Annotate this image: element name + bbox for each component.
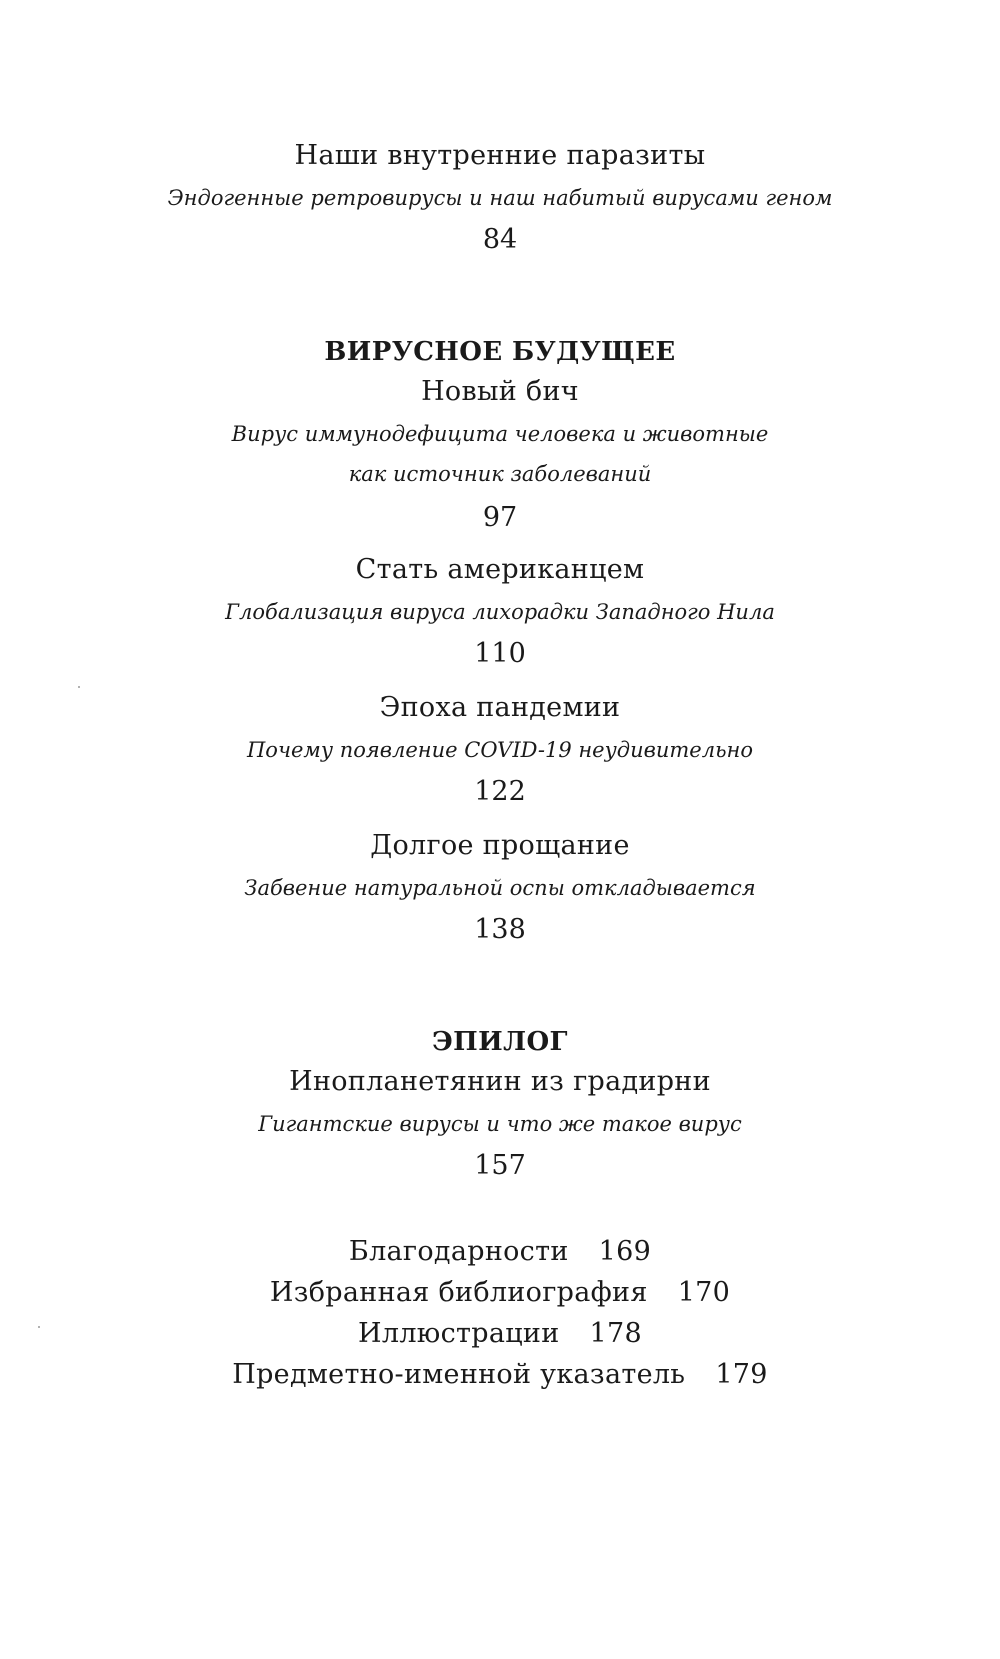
toc-entry-page-number: 122	[474, 776, 526, 807]
toc-entry-page-number: 84	[482, 224, 518, 255]
back-matter-label: Иллюстрации	[358, 1318, 560, 1349]
toc-entry-title: Инопланетянин из градирни	[289, 1066, 711, 1097]
toc-entry-page-number: 97	[482, 502, 518, 533]
back-matter-page-number: 169	[598, 1236, 652, 1267]
back-matter-label: Благодарности	[348, 1236, 569, 1267]
toc-entry-title: Новый бич	[421, 376, 579, 407]
toc-entry-page-number: 110	[474, 638, 526, 669]
back-matter-page-number: 179	[715, 1359, 768, 1390]
back-matter-page-number: 170	[677, 1277, 731, 1308]
scan-speck	[38, 1326, 40, 1328]
toc-entry-subtitle: Гигантские вирусы и что же такое вирус	[258, 1112, 742, 1136]
back-matter-item	[0, 1359, 1000, 1390]
toc-entry-title: Эпоха пандемии	[379, 692, 621, 723]
toc-entry-title: Долгое прощание	[370, 830, 630, 861]
toc-entry-page-number: 138	[474, 914, 526, 945]
toc-entry-subtitle: Забвение натуральной оспы откладывается	[244, 876, 756, 900]
back-matter-label: Предметно-именной указатель	[232, 1359, 686, 1390]
toc-entry-subtitle: как источник заболеваний	[348, 462, 652, 486]
back-matter-item	[0, 1318, 1000, 1349]
back-matter-item	[0, 1236, 1000, 1267]
toc-entry-subtitle: Глобализация вируса лихорадки Западного Нила	[225, 600, 775, 624]
scan-speck	[78, 686, 80, 688]
toc-entry-title: Наши внутренние паразиты	[294, 140, 706, 171]
toc-entry-subtitle: Вирус иммунодефицита человека и животные	[231, 422, 769, 446]
section-heading: ЭПИЛОГ	[432, 1027, 568, 1057]
toc-entry-subtitle: Эндогенные ретровирусы и наш набитый вирусами геном	[167, 186, 833, 210]
toc-entry-title: Стать американцем	[355, 554, 645, 585]
toc-entry-page-number: 157	[474, 1150, 526, 1181]
back-matter-label: Избранная библиография	[269, 1277, 648, 1308]
back-matter-page-number: 178	[589, 1318, 642, 1349]
back-matter-item	[0, 1277, 1000, 1308]
toc-entry-subtitle: Почему появление COVID-19 неудивительно	[246, 738, 753, 762]
section-heading: ВИРУСНОЕ БУДУЩЕЕ	[324, 337, 676, 367]
